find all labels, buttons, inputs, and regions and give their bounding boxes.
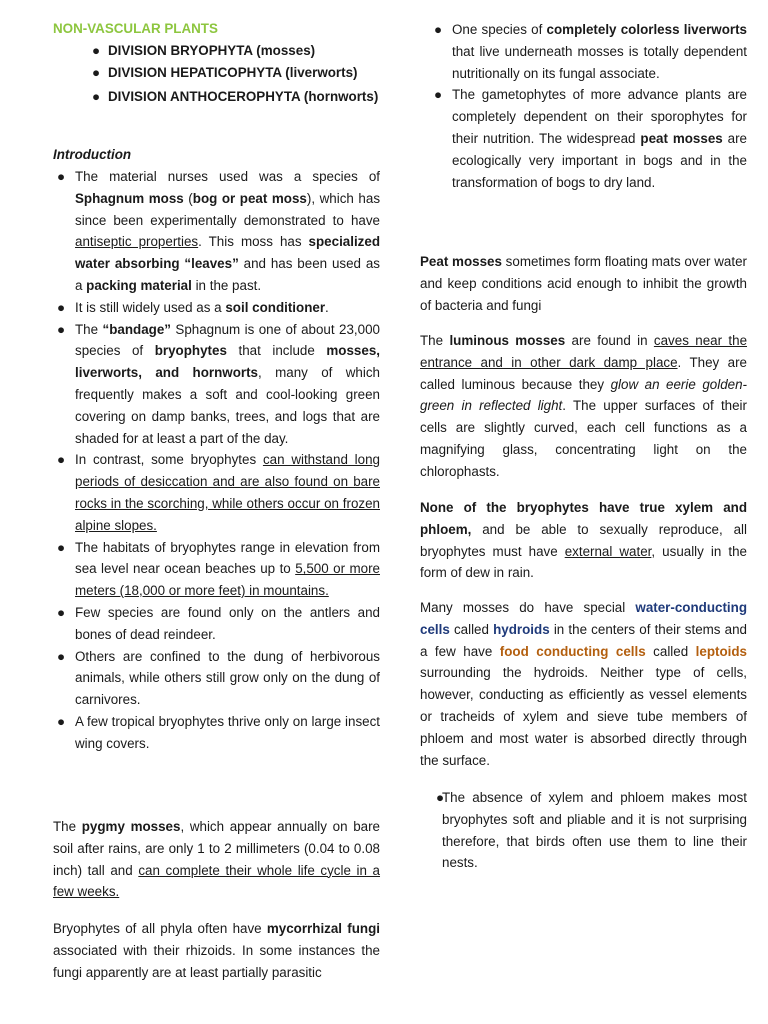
list-item	[53, 297, 380, 319]
last-bullet: ● The absence of xylem and phloem makes most bryophytes soft and pliable and it is not surprising therefore, that birds often use them to line their nests.	[436, 787, 747, 874]
text-run: in the centers of their stems and a few have	[420, 621, 747, 659]
division-item: ● DIVISION BRYOPHYTA (mosses)	[92, 40, 388, 62]
text-run: called	[645, 643, 696, 659]
intro-heading: Introduction	[53, 147, 132, 162]
text-run: Bryophytes of all phyla often have	[53, 921, 267, 936]
list-item	[53, 319, 380, 450]
text-run: that live underneath mosses is totally dependent nutritionally on its fungal associate.	[452, 43, 747, 81]
division-item: ● DIVISION HEPATICOPHYTA (liverworts)	[92, 62, 388, 84]
emphasized-text: food conducting cells	[499, 643, 646, 659]
emphasized-text: can withstand long periods of desiccation and are also found on bare rocks in the scorching, while others occur on frozen alpine slopes.	[75, 452, 380, 533]
emphasized-text: antiseptic properties	[75, 234, 199, 250]
text-run: Others are confined to the dung of herbivorous animals, while others still grow only on the dung of carnivores.	[75, 648, 380, 708]
emphasized-text: completely colorless liverworts	[546, 22, 747, 37]
text-run: A few tropical bryophytes thrive only on large insect wing covers.	[75, 713, 380, 751]
emphasized-text: luminous mosses	[449, 333, 566, 348]
text-run: ), which has since been experimentally demonstrated to have	[75, 190, 381, 228]
text-run: The material nurses used was a species of	[75, 169, 380, 184]
xylem-paragraph	[420, 497, 747, 584]
bullet-icon: ●	[92, 89, 101, 104]
text-run: It is still widely used as a	[75, 299, 226, 315]
bullet-icon: ●	[434, 22, 443, 37]
bullet-icon: ●	[92, 65, 101, 80]
text-run: associated with their rhizoids. In some instances the fungi apparently are at least partially parasitic	[53, 942, 380, 980]
emphasized-text: mosses, liverworts, and hornworts	[75, 343, 380, 381]
text-run: The gametophytes of more advance plants are completely dependent on their sporophytes for their nutrition. The widespread	[452, 87, 747, 146]
text-run: sometimes form floating mats over water and keep conditions acid enough to inhibit the growth of bacteria and fungi	[420, 254, 747, 313]
text-run: (	[183, 190, 193, 206]
emphasized-text: Peat mosses	[420, 254, 502, 269]
list-item	[53, 166, 380, 297]
emphasized-text: hydroids	[493, 621, 550, 637]
bullet-icon: ●	[57, 539, 66, 555]
bullet-icon: ●	[57, 713, 66, 729]
text-run: are found in	[565, 333, 654, 348]
text-run: . This moss has	[198, 234, 309, 250]
emphasized-text: specialized water absorbing “leaves”	[75, 234, 380, 272]
bullet-icon: ●	[57, 299, 66, 315]
mycorrhizal-paragraph	[53, 918, 380, 983]
emphasized-text: 5,500 or more meters (18,000 or more feet) in mountains.	[75, 561, 380, 599]
text-run: and be able to sexually reproduce, all bryophytes must have	[420, 521, 747, 559]
emphasized-text: “bandage”	[102, 321, 171, 337]
text-run: called	[449, 621, 494, 637]
list-item	[53, 711, 380, 755]
division-item: ● DIVISION ANTHOCEROPHYTA (hornworts)	[92, 86, 388, 108]
text-run: The habitats of bryophytes range in elevation from sea level near ocean beaches up to	[75, 539, 380, 577]
text-run: . The upper surfaces of their cells are slightly curved, each cell functions as a magnifying glass, concentrating light on the chlorophasts.	[420, 398, 747, 479]
bullet-icon: ●	[57, 648, 66, 664]
left-bullet-list	[53, 166, 380, 755]
bullet-icon: ●	[57, 169, 66, 184]
bullet-icon: ●	[434, 87, 443, 103]
emphasized-text: can complete their whole life cycle in a few weeks.	[53, 862, 381, 900]
bullet-icon: ●	[57, 452, 66, 468]
emphasized-text: peat mosses	[640, 130, 723, 146]
emphasized-text: pygmy mosses	[81, 819, 181, 834]
bullet-icon: ●	[92, 43, 101, 58]
text-run: .	[325, 299, 329, 315]
text-run: Sphagnum is one of about 23,000 species of	[75, 321, 380, 359]
list-item	[430, 19, 747, 84]
emphasized-text: mycorrhizal fungi	[266, 921, 380, 936]
text-run: Many mosses do have special	[420, 600, 636, 615]
emphasized-text: water-conducting cells	[420, 600, 747, 637]
text-run: , which appear annually on bare soil after rains, are only 1 to 2 millimeters (0.04 to 0.08 inch) tall and	[53, 819, 380, 878]
text-run: One species of	[452, 22, 547, 37]
text-run: , many of which frequently makes a soft and cool-looking green covering on damp banks, trees, and logs that are shaded for at least a part of the day.	[75, 365, 380, 446]
text-run: and has been used as a	[75, 256, 380, 293]
conducting-paragraph	[420, 597, 747, 771]
pygmy-paragraph	[53, 816, 380, 903]
luminous-paragraph	[420, 330, 747, 483]
right-bullet-list	[430, 19, 747, 193]
emphasized-text: packing material	[86, 277, 192, 293]
emphasized-text: soil conditioner	[225, 299, 326, 315]
emphasized-text: None of the bryophytes have true xylem and phloem,	[420, 500, 747, 537]
text-run: are ecologically very important in bogs and in the transformation of bogs to dry land.	[452, 130, 747, 190]
emphasized-text: leptoids	[695, 643, 747, 659]
bullet-icon: ●	[57, 604, 66, 620]
emphasized-text: glow an eerie golden-green in reflected light	[420, 376, 747, 414]
bullet-icon: ●	[436, 790, 445, 805]
page-title: NON-VASCULAR PLANTS	[53, 21, 218, 36]
text-run: , usually in the form of dew in rain.	[420, 543, 747, 581]
list-item	[53, 646, 380, 711]
text-run: surrounding the hydroids. Neither type of cells, however, conducting as efficiently as vessel elements or tracheids of xylem and sieve tube members of phloem and most water is absorbed directly through the surface.	[420, 665, 747, 768]
emphasized-text: Sphagnum moss	[75, 190, 184, 206]
list-item	[430, 84, 747, 193]
text-run: The	[75, 321, 103, 337]
text-run: In contrast, some bryophytes	[75, 452, 263, 468]
list-item	[53, 602, 380, 646]
emphasized-text: bryophytes	[154, 343, 227, 359]
bullet-icon: ●	[57, 321, 66, 337]
text-run: that include	[226, 343, 327, 359]
emphasized-text: external water	[564, 543, 652, 559]
list-item	[53, 449, 380, 536]
text-run: The	[53, 819, 82, 834]
emphasized-text: bog or peat moss	[192, 190, 307, 206]
list-item	[53, 537, 380, 602]
text-run: The	[420, 333, 450, 348]
text-run: Few species are found only on the antlers and bones of dead reindeer.	[75, 604, 380, 642]
emphasized-text: caves near the entrance and in other dark damp place	[420, 333, 748, 370]
text-run: . They are called luminous because they	[420, 354, 747, 392]
peat-paragraph	[420, 251, 747, 316]
text-run: in the past.	[191, 277, 262, 293]
